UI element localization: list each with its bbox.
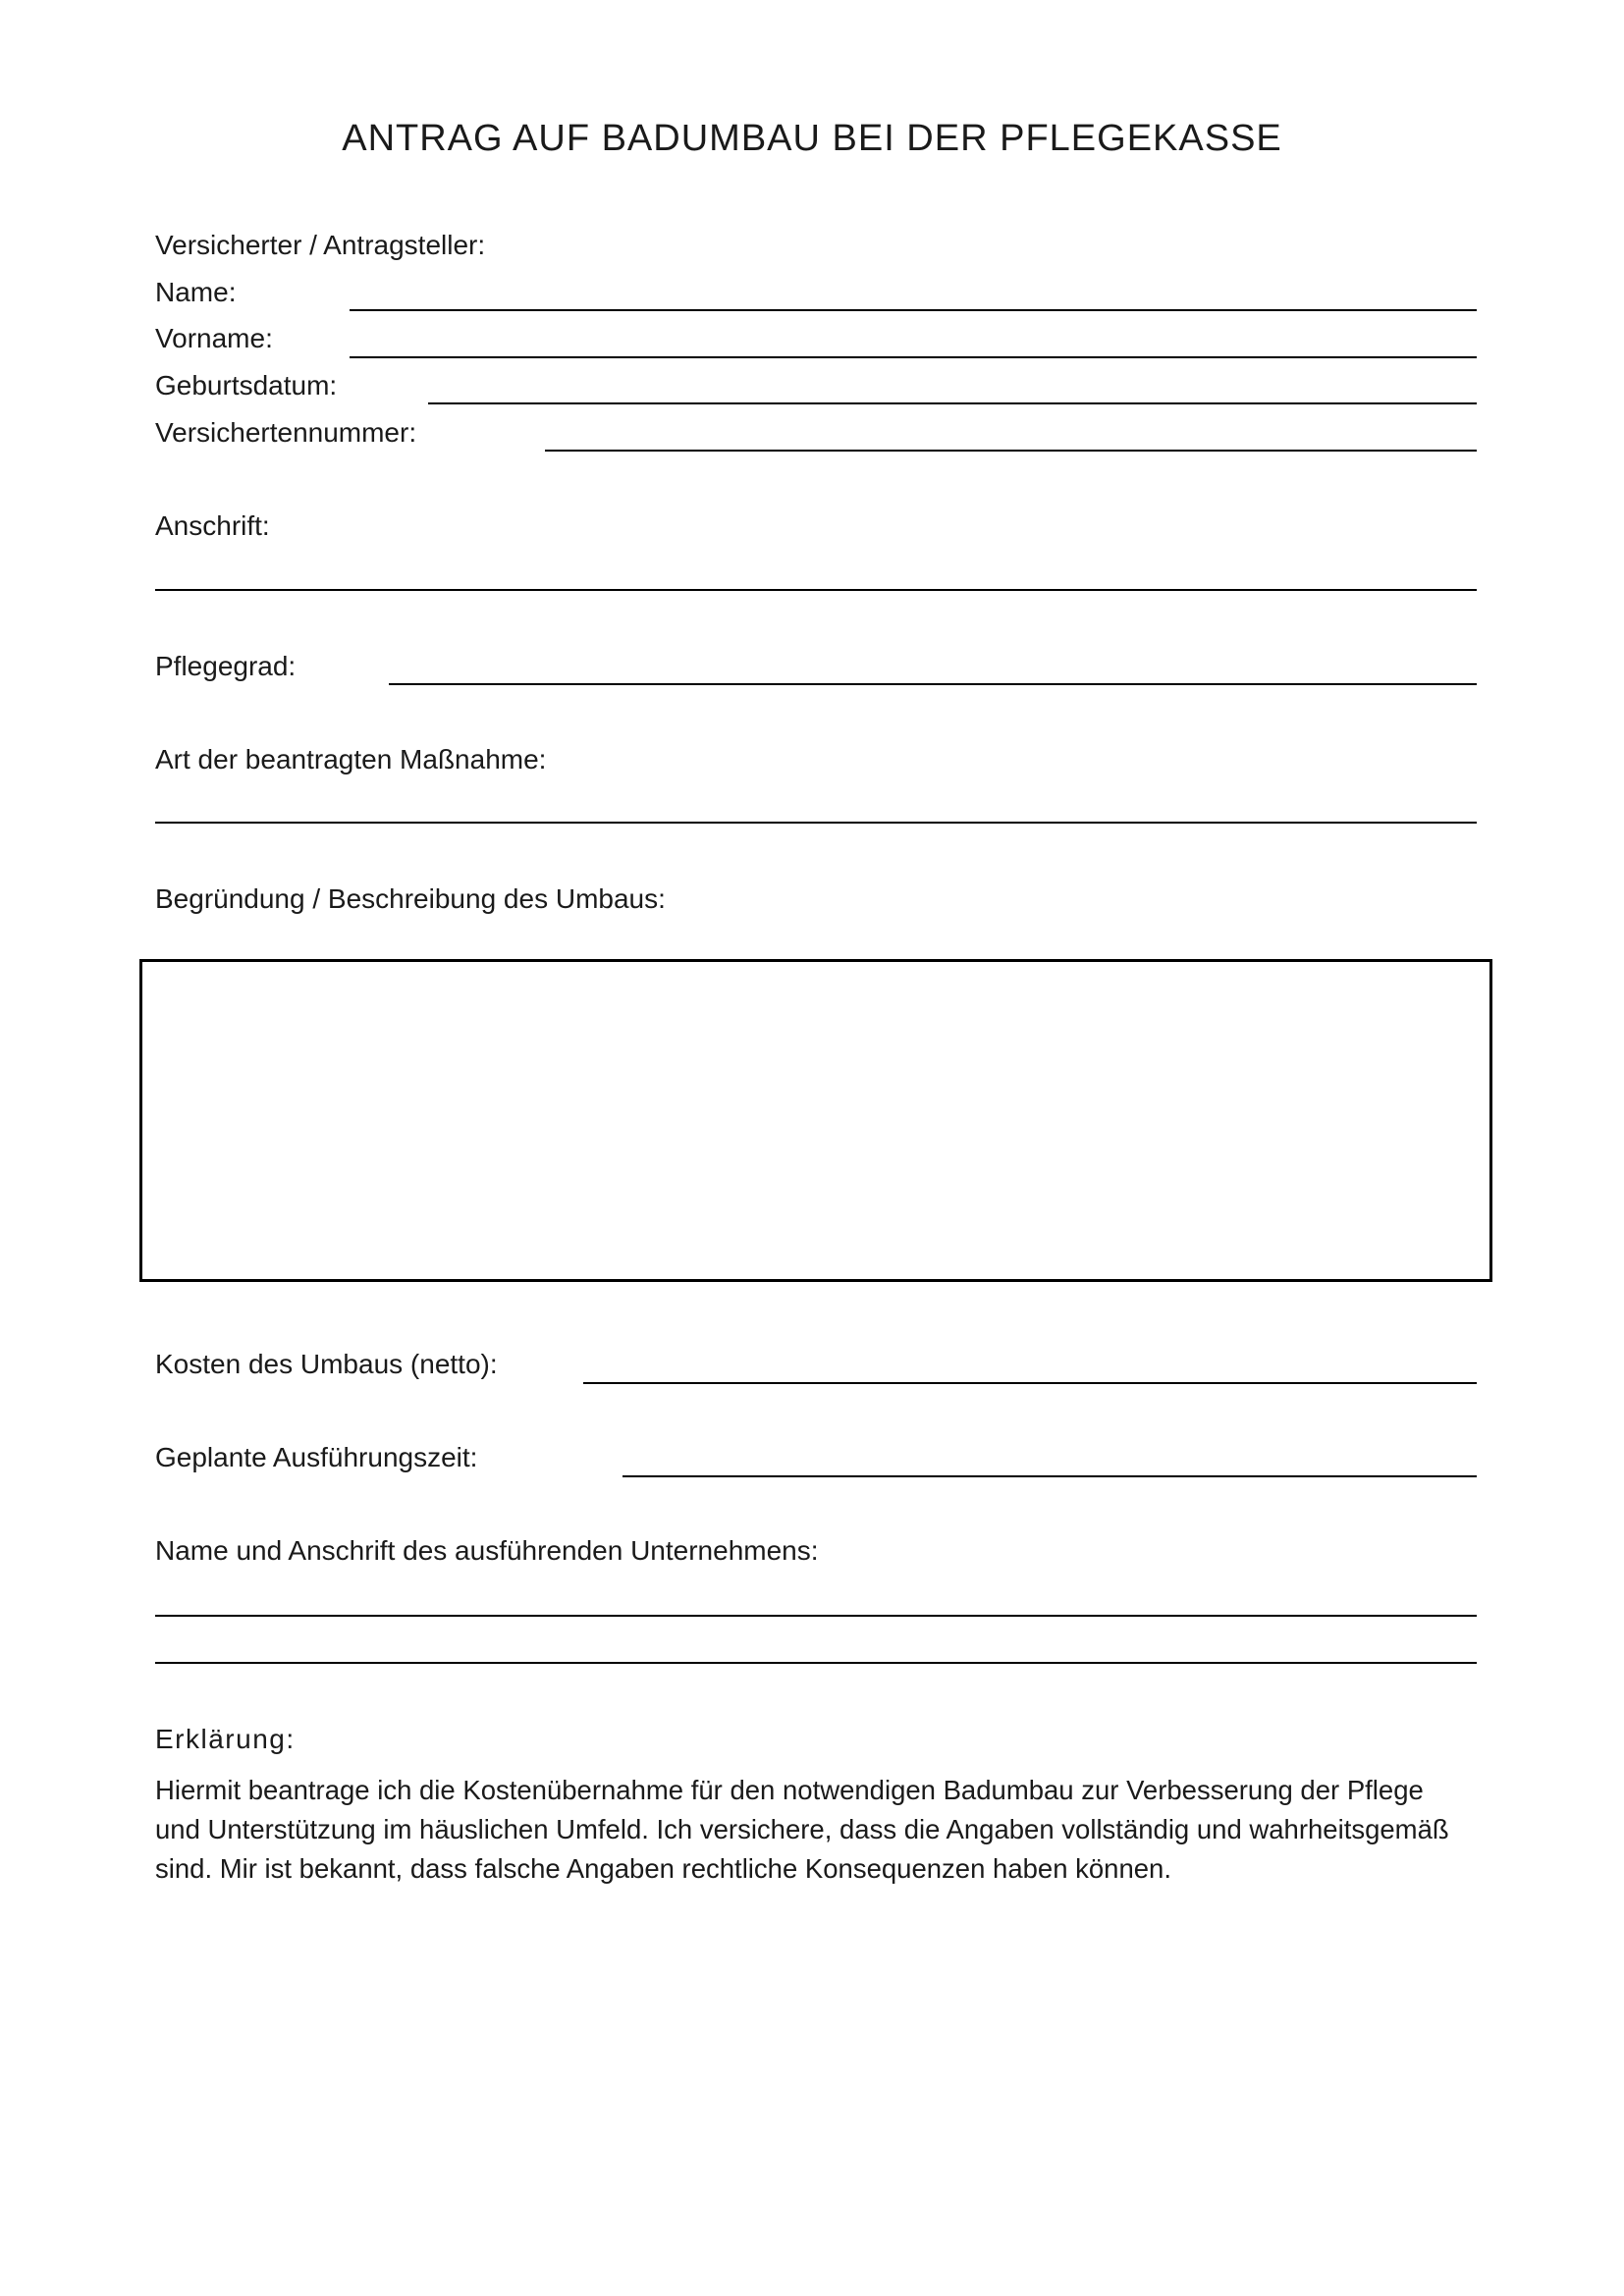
name-field[interactable] <box>350 309 1477 311</box>
section-insured-label: Versicherter / Antragsteller: <box>155 230 486 260</box>
name-label: Name: <box>155 277 237 307</box>
unternehmen-field-line-1[interactable] <box>155 1615 1477 1617</box>
declaration-line: und Unterstützung im häuslichen Umfeld. Ich versichere, dass die Angaben vollständig und wahrheitsgemäß <box>155 1814 1449 1844</box>
geburtsdatum-label: Geburtsdatum: <box>155 370 338 400</box>
geburtsdatum-field[interactable] <box>428 402 1477 404</box>
vorname-label: Vorname: <box>155 323 273 353</box>
kosten-field[interactable] <box>583 1382 1477 1384</box>
declaration-line: Hiermit beantrage ich die Kostenübernahme für den notwendigen Badumbau zur Verbesserung der Pflege <box>155 1775 1424 1805</box>
vorname-field[interactable] <box>350 356 1477 358</box>
declaration-heading: Erklärung: <box>155 1724 296 1754</box>
kosten-label: Kosten des Umbaus (netto): <box>155 1349 498 1379</box>
unternehmen-label: Name und Anschrift des ausführenden Unternehmens: <box>155 1535 819 1566</box>
page-title: ANTRAG AUF BADUMBAU BEI DER PFLEGEKASSE <box>342 118 1282 159</box>
ausfuehrungszeit-label: Geplante Ausführungszeit: <box>155 1442 478 1472</box>
anschrift-field[interactable] <box>155 589 1477 591</box>
unternehmen-field-line-2[interactable] <box>155 1662 1477 1664</box>
declaration-text <box>155 1771 1490 1889</box>
pflegegrad-label: Pflegegrad: <box>155 651 297 681</box>
begruendung-textarea[interactable] <box>139 959 1492 1282</box>
massnahme-field[interactable] <box>155 822 1477 824</box>
massnahme-label: Art der beantragten Maßnahme: <box>155 744 547 774</box>
declaration-line: sind. Mir ist bekannt, dass falsche Angaben rechtliche Konsequenzen haben können. <box>155 1853 1171 1884</box>
versichertennummer-label: Versichertennummer: <box>155 417 417 448</box>
pflegegrad-field[interactable] <box>389 683 1477 685</box>
ausfuehrungszeit-field[interactable] <box>623 1475 1477 1477</box>
begruendung-label: Begründung / Beschreibung des Umbaus: <box>155 883 666 914</box>
versichertennummer-field[interactable] <box>545 450 1477 452</box>
anschrift-label: Anschrift: <box>155 510 270 541</box>
